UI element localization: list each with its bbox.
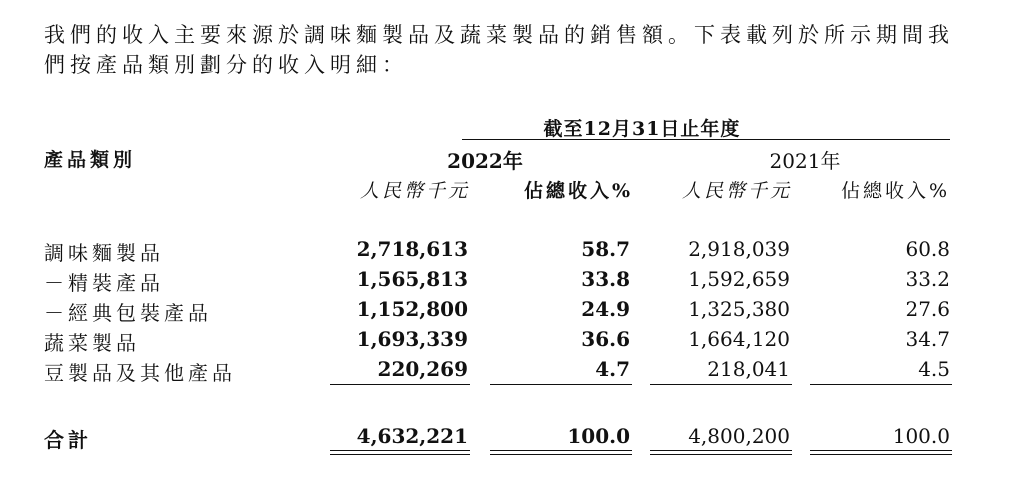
total-rmb-2021: 4,800,200 [688, 424, 790, 448]
table-row [0, 237, 1024, 267]
total-double-line-pct-2022 [490, 450, 632, 455]
row-label: －經典包裝產品 [44, 301, 212, 325]
total-double-line-rmb-2022 [330, 450, 470, 455]
rmb-2022-cell: 2,718,613 [356, 237, 468, 261]
intro-paragraph: 我們的收入主要來源於調味麵製品及蔬菜製品的銷售額。下表載列於所示期間我們按產品類別劃分的收入明細： [44, 23, 954, 77]
rmb-2021-cell: 1,592,659 [688, 267, 790, 291]
unit-pct-2022: 佔總收入% [523, 180, 633, 202]
rmb-2021-cell: 1,664,120 [688, 327, 790, 351]
rmb-2022-cell: 1,693,339 [356, 327, 468, 351]
row-label: 豆製品及其他產品 [44, 361, 236, 385]
pct-2022-cell: 33.8 [581, 267, 630, 291]
subtotal-line-pct-2022 [490, 384, 632, 385]
year-2021-header: 2021年 [769, 149, 841, 173]
row-label: 調味麵製品 [44, 241, 164, 265]
subtotal-line-rmb-2021 [650, 384, 792, 385]
pct-2021-cell: 27.6 [905, 297, 950, 321]
total-pct-2022: 100.0 [567, 424, 630, 448]
pct-2021-cell: 60.8 [905, 237, 950, 261]
rmb-2021-cell: 218,041 [707, 357, 790, 381]
category-header: 產品類別 [44, 149, 137, 171]
table-row [0, 267, 1024, 297]
pct-2021-cell: 33.2 [905, 267, 950, 291]
unit-rmb-2022: 人民幣千元 [359, 180, 470, 202]
row-label: 蔬菜製品 [44, 331, 140, 355]
pct-2022-cell: 24.9 [581, 297, 630, 321]
period-header: 截至12月31日止年度 [543, 118, 741, 140]
subtotal-line-pct-2021 [810, 384, 952, 385]
row-label: －精裝產品 [44, 271, 164, 295]
rmb-2022-cell: 1,152,800 [356, 297, 468, 321]
unit-pct-2021: 佔總收入% [840, 180, 950, 202]
rmb-2021-cell: 2,918,039 [688, 237, 790, 261]
subtotal-line-rmb-2022 [330, 384, 470, 385]
total-double-line-rmb-2021 [650, 450, 792, 455]
total-label: 合計 [44, 428, 92, 452]
rmb-2022-cell: 220,269 [377, 357, 468, 381]
pct-2022-cell: 4.7 [595, 357, 630, 381]
unit-rmb-2021: 人民幣千元 [681, 180, 792, 202]
pct-2022-cell: 58.7 [581, 237, 630, 261]
table-row [0, 357, 1024, 387]
pct-2021-cell: 34.7 [905, 327, 950, 351]
total-double-line-pct-2021 [810, 450, 952, 455]
pct-2021-cell: 4.5 [918, 357, 950, 381]
total-pct-2021: 100.0 [892, 424, 950, 448]
rmb-2021-cell: 1,325,380 [688, 297, 790, 321]
pct-2022-cell: 36.6 [581, 327, 630, 351]
year-2022-header: 2022年 [447, 149, 523, 173]
total-rmb-2022: 4,632,221 [356, 424, 468, 448]
table-row [0, 327, 1024, 357]
rmb-2022-cell: 1,565,813 [356, 267, 468, 291]
table-row [0, 297, 1024, 327]
period-underline [462, 139, 950, 140]
